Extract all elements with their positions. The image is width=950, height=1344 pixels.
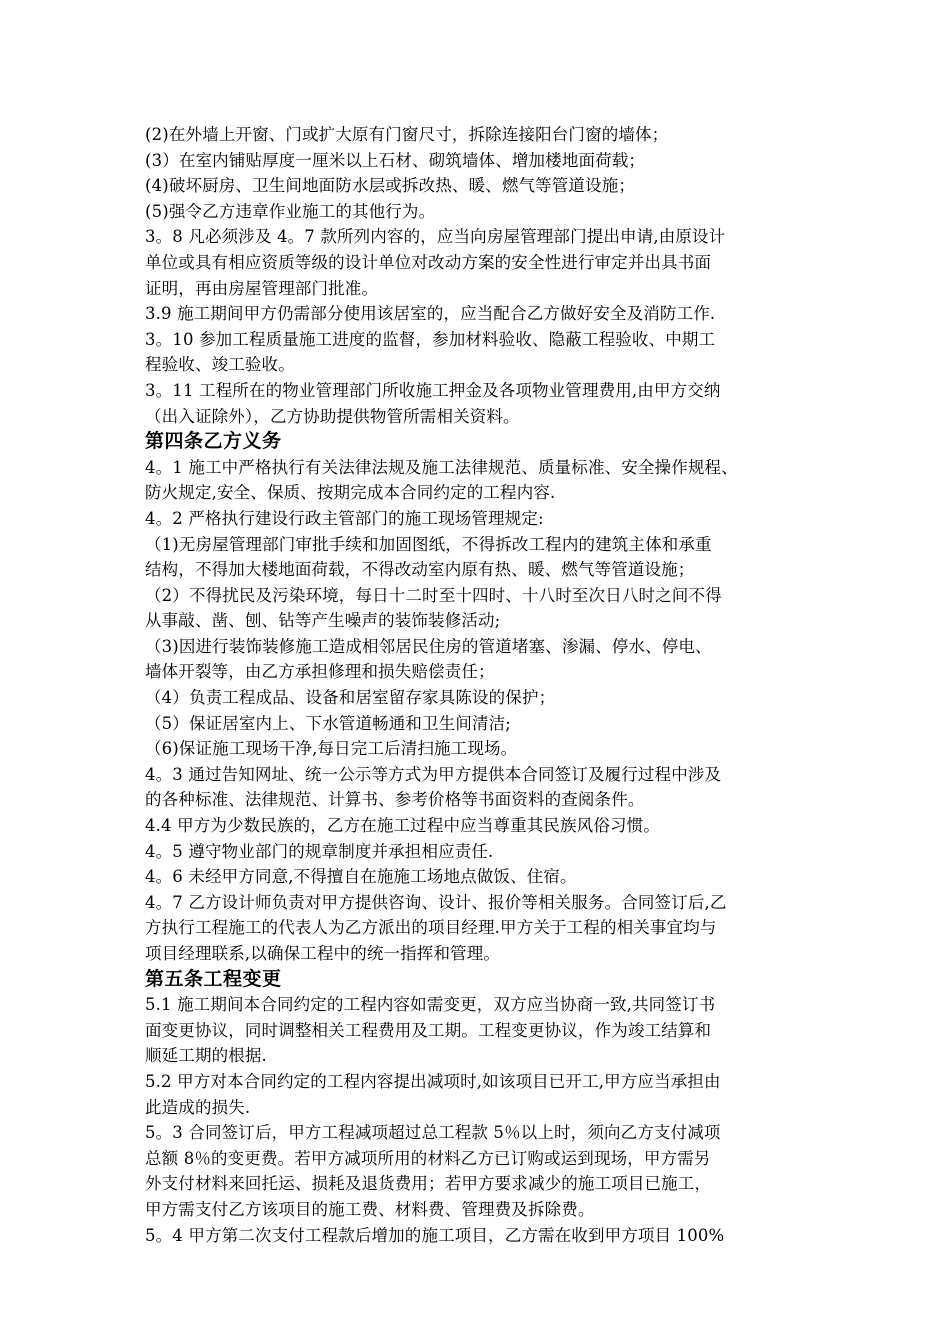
text-line: 防火规定,安全、保质、按期完成本合同约定的工程内容. [145,483,556,503]
text-line: （4）负责工程成品、设备和居室留存家具陈设的保护； [145,688,556,708]
text-line: 3。8 凡必须涉及 4。7 款所列内容的，应当向房屋管理部门提出申请,由原设计 [145,227,726,247]
text-line: 3。10 参加工程质量施工进度的监督，参加材料验收、隐蔽工程验收、中期工 [145,329,716,349]
text-line: 4。5 遵守物业部门的规章制度并承担相应责任. [145,841,494,861]
text-line: 顺延工期的根据. [145,1046,267,1066]
text-line: 面变更协议，同时调整相关工程费用及工期。工程变更协议，作为竣工结算和 [145,1020,712,1040]
text-line: 4.4 甲方为少数民族的，乙方在施工过程中应当尊重其民族风俗习惯。 [145,816,660,836]
text-line: （5）保证居室内上、下水管道畅通和卫生间清洁; [145,713,512,733]
document-body [145,122,817,1248]
text-line: 4。1 施工中严格执行有关法律法规及施工法律规范、质量标准、安全操作规程、 [145,457,738,477]
text-line: 的各种标准、法律规范、计算书、参考价格等书面资料的查阅条件。 [145,790,645,810]
text-line: （3)因进行装饰装修施工造成相邻居民住房的管道堵塞、渗漏、停水、停电、 [145,636,712,656]
text-line: 证明，再由房屋管理部门批准。 [145,278,379,298]
text-line: （出入证除外），乙方协助提供物管所需相关资料。 [145,406,520,426]
text-line: 5.2 甲方对本合同约定的工程内容提出减项时,如该项目已开工,甲方应当承担由 [145,1071,721,1091]
text-line: 4。7 乙方设计师负责对甲方提供咨询、设计、报价等相关服务。合同签订后,乙 [145,892,727,912]
section-heading: 第五条工程变更 [145,967,282,990]
text-line: 5。4 甲方第二次支付工程款后增加的施工项目，乙方需在收到甲方项目 100% [145,1225,725,1245]
text-line: 4。2 严格执行建设行政主管部门的施工现场管理规定: [145,508,544,528]
text-line: 外支付材料来回托运、损耗及退货费用；若甲方要求减少的施工项目已施工， [145,1174,712,1194]
text-line: 从事敲、凿、刨、钻等产生噪声的装饰装修活动; [145,611,501,631]
text-line: 此造成的损失. [145,1097,251,1117]
text-line: 墙体开裂等，由乙方承担修理和损失赔偿责任； [145,662,495,682]
text-line: 5.1 施工期间本合同约定的工程内容如需变更，双方应当协商一致,共同签订书 [145,995,716,1015]
text-line: 3。11 工程所在的物业管理部门所收施工押金及各项物业管理费用,由甲方交纳 [145,380,721,400]
text-line: (4)破坏厨房、卫生间地面防水层或拆改热、暖、燃气等管道设施； [145,176,636,196]
text-line: 方执行工程施工的代表人为乙方派出的项目经理.甲方关于工程的相关事宜均与 [145,918,717,938]
text-line: (3）在室内铺贴厚度一厘米以上石材、砌筑墙体、增加楼地面荷载； [145,150,646,170]
text-line: 结构，不得加大楼地面荷载，不得改动室内原有热、暖、燃气等管道设施； [145,560,695,580]
text-line: 4。3 通过告知网址、统一公示等方式为甲方提供本合同签订及履行过程中涉及 [145,764,722,784]
text-line: 项目经理联系,以确保工程中的统一指挥和管理。 [145,944,501,963]
text-line: (5)强令乙方违章作业施工的其他行为。 [145,201,436,221]
text-line: 3.9 施工期间甲方仍需部分使用该居室的，应当配合乙方做好安全及消防工作. [145,304,716,324]
text-line: 单位或具有相应资质等级的设计单位对改动方案的安全性进行审定并出具书面 [145,252,712,272]
section-heading: 第四条乙方义务 [145,430,282,453]
text-line: 总额 8％的变更费。若甲方减项所用的材料乙方已订购或运到现场，甲方需另 [145,1148,711,1168]
text-line: 程验收、竣工验收。 [145,355,295,375]
text-line: （6)保证施工现场干净,每日完工后清扫施工现场。 [145,739,518,759]
text-line: (2)在外墙上开窗、门或扩大原有门窗尺寸，拆除连接阳台门窗的墙体； [145,125,669,144]
text-line: （1)无房屋管理部门审批手续和加固图纸，不得拆改工程内的建筑主体和承重 [145,534,712,554]
text-line: 4。6 未经甲方同意,不得擅自在施施工场地点做饭、住宿。 [145,867,577,887]
text-line: 甲方需支付乙方该项目的施工费、材料费、管理费及拆除费。 [145,1199,595,1219]
text-line: （2）不得扰民及污染环境，每日十二时至十四时、十八时至次日八时之间不得 [145,585,722,605]
text-line: 5。3 合同签订后，甲方工程减项超过总工程款 5％以上时，须向乙方支付减项 [145,1123,721,1143]
